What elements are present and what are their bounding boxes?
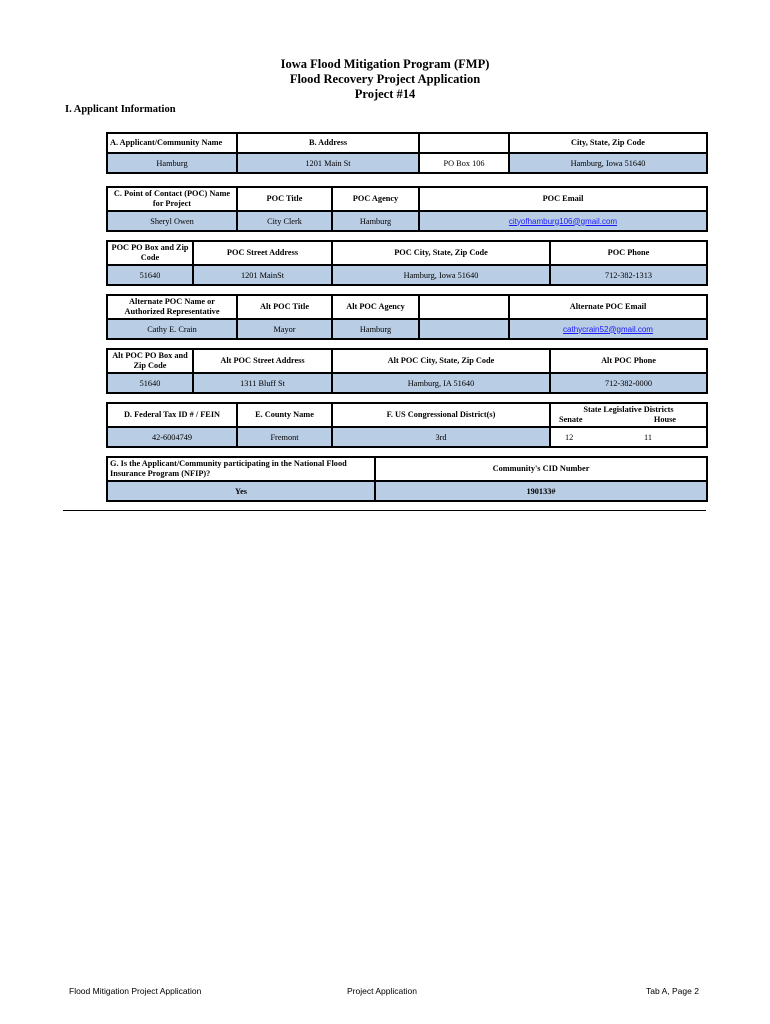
nfip-answer-field[interactable]: Yes xyxy=(107,481,375,501)
alt-poc-email-field[interactable] xyxy=(509,319,707,339)
address-field[interactable]: 1201 Main St xyxy=(237,153,419,173)
county-field[interactable]: Fremont xyxy=(237,427,332,447)
poc-city-field[interactable]: Hamburg, Iowa 51640 xyxy=(332,265,550,285)
house-field[interactable]: 11 xyxy=(644,432,652,442)
address2-label xyxy=(419,133,509,153)
title-line-2: Flood Recovery Project Application xyxy=(289,72,481,86)
fein-label: D. Federal Tax ID # / FEIN xyxy=(107,403,237,427)
alt-poc-agency-field[interactable]: Hamburg xyxy=(332,319,419,339)
document-title xyxy=(0,57,770,102)
poc-street-field[interactable]: 1201 MainSt xyxy=(193,265,332,285)
title-line-3: Project #14 xyxy=(354,87,416,101)
fein-field[interactable]: 42-6004749 xyxy=(107,427,237,447)
title-line-1: Iowa Flood Mitigation Program (FMP) xyxy=(280,57,490,71)
poc-agency-label: POC Agency xyxy=(332,187,419,211)
poc-table xyxy=(106,186,708,232)
alt-poc-phone-field[interactable]: 712-382-0000 xyxy=(550,373,707,393)
city-state-zip-field[interactable]: Hamburg, Iowa 51640 xyxy=(509,153,707,173)
poc-name-field[interactable]: Sheryl Owen xyxy=(107,211,237,231)
alt-poc-email-link[interactable]: cathycrain52@gmail.com xyxy=(563,324,653,334)
house-label: House xyxy=(653,415,676,424)
poc-email-label: POC Email xyxy=(419,187,707,211)
address-label: B. Address xyxy=(237,133,419,153)
alt-poc-blank-field[interactable] xyxy=(419,319,509,339)
alt-poc-title-field[interactable]: Mayor xyxy=(237,319,332,339)
footer-center: Project Application xyxy=(347,986,417,996)
alt-poc-pobox-field[interactable]: 51640 xyxy=(107,373,193,393)
alt-poc-email-label: Alternate POC Email xyxy=(509,295,707,319)
footer-left: Flood Mitigation Project Application xyxy=(69,986,202,996)
poc-email-field[interactable] xyxy=(419,211,707,231)
poc-name-label: C. Point of Contact (POC) Name for Project xyxy=(107,187,237,211)
alt-poc-street-label: Alt POC Street Address xyxy=(193,349,332,373)
nfip-question-label: G. Is the Applicant/Community participating in the National Flood Insurance Program (NFIP)? xyxy=(107,457,375,481)
poc-email-link[interactable]: cityofhamburg106@gmail.com xyxy=(508,216,618,226)
applicant-name-field[interactable]: Hamburg xyxy=(107,153,237,173)
applicant-table xyxy=(106,132,708,174)
nfip-table xyxy=(106,456,708,502)
alt-poc-title-label: Alt POC Title xyxy=(237,295,332,319)
cid-field[interactable]: 190133# xyxy=(375,481,707,501)
county-label: E. County Name xyxy=(237,403,332,427)
poc-title-label: POC Title xyxy=(237,187,332,211)
alt-poc-address-table xyxy=(106,348,708,394)
alt-poc-pobox-label: Alt POC PO Box and Zip Code xyxy=(107,349,193,373)
alt-poc-name-label: Alternate POC Name or Authorized Representative xyxy=(107,295,237,319)
congress-label: F. US Congressional District(s) xyxy=(332,403,550,427)
section-divider xyxy=(63,510,706,511)
applicant-name-label: A. Applicant/Community Name xyxy=(107,133,237,153)
alt-poc-city-field[interactable]: Hamburg, IA 51640 xyxy=(332,373,550,393)
alt-poc-blank-label xyxy=(419,295,509,319)
city-state-zip-label: City, State, Zip Code xyxy=(509,133,707,153)
alt-poc-city-label: Alt POC City, State, Zip Code xyxy=(332,349,550,373)
poc-title-field[interactable]: City Clerk xyxy=(237,211,332,231)
alt-poc-phone-label: Alt POC Phone xyxy=(550,349,707,373)
section-heading: I. Applicant Information xyxy=(65,104,176,115)
senate-field[interactable]: 12 xyxy=(565,432,574,442)
address2-field[interactable]: PO Box 106 xyxy=(419,153,509,173)
poc-phone-field[interactable]: 712-382-1313 xyxy=(550,265,707,285)
federal-table xyxy=(106,402,708,448)
legislative-label xyxy=(550,403,707,427)
legislative-field xyxy=(550,427,707,447)
alt-poc-name-field[interactable]: Cathy E. Crain xyxy=(107,319,237,339)
poc-address-table xyxy=(106,240,708,286)
alt-poc-street-field[interactable]: 1311 Bluff St xyxy=(193,373,332,393)
footer-right: Tab A, Page 2 xyxy=(646,986,699,996)
legislative-title: State Legislative Districts xyxy=(583,405,674,414)
senate-label: Senate xyxy=(559,415,583,424)
cid-label: Community's CID Number xyxy=(375,457,707,481)
poc-pobox-field[interactable]: 51640 xyxy=(107,265,193,285)
alt-poc-agency-label: Alt POC Agency xyxy=(332,295,419,319)
alt-poc-table xyxy=(106,294,708,340)
poc-pobox-label: POC PO Box and Zip Code xyxy=(107,241,193,265)
congress-field[interactable]: 3rd xyxy=(332,427,550,447)
poc-agency-field[interactable]: Hamburg xyxy=(332,211,419,231)
poc-street-label: POC Street Address xyxy=(193,241,332,265)
poc-phone-label: POC Phone xyxy=(550,241,707,265)
poc-city-label: POC City, State, Zip Code xyxy=(332,241,550,265)
